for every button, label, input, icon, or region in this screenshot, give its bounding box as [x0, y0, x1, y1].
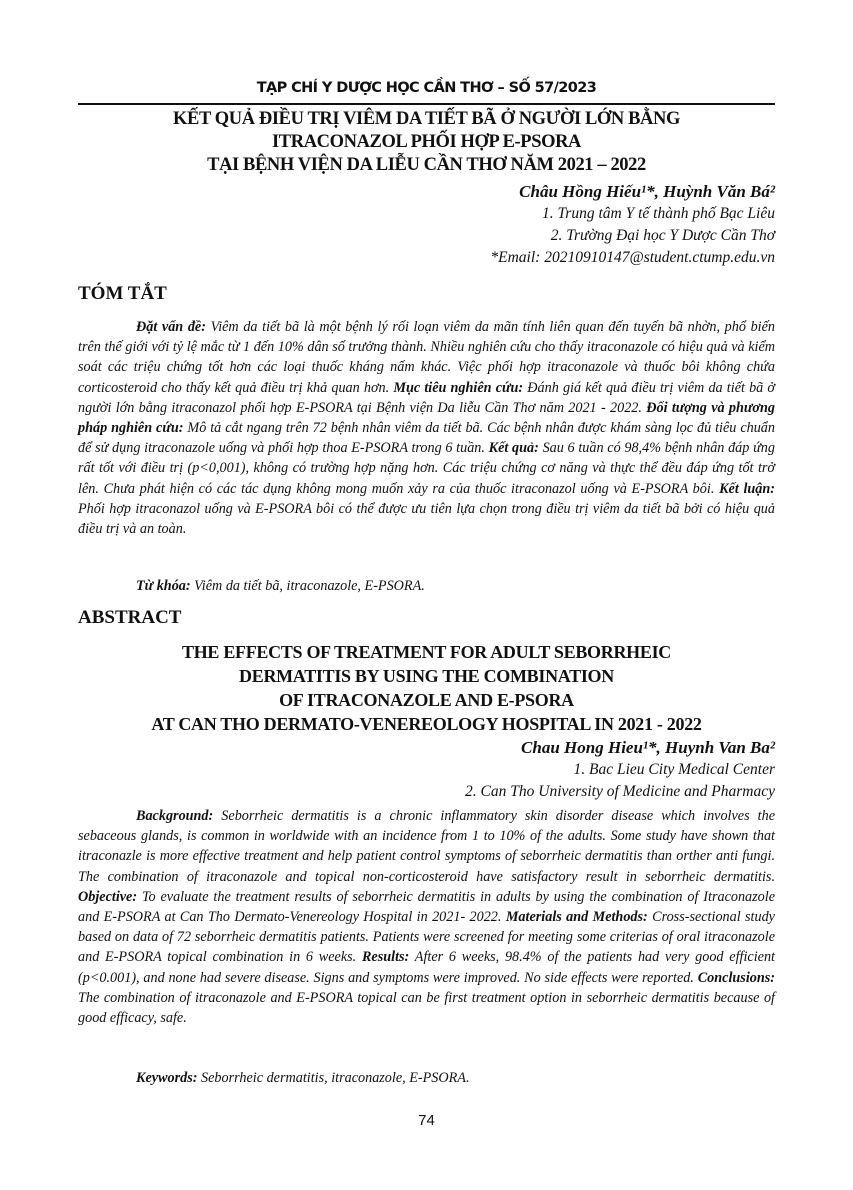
vi-affiliation: 1. Trung tâm Y tế thành phố Bạc Liêu: [542, 205, 775, 222]
en-keywords: [136, 1070, 470, 1087]
vi-authors: Châu Hồng Hiếu¹*, Huỳnh Văn Bá²: [519, 182, 775, 201]
vi-email: *Email: 20210910147@student.ctump.edu.vn: [490, 249, 775, 266]
vi-title-line: ITRACONAZOL PHỐI HỢP E-PSORA: [272, 132, 581, 152]
vi-keywords-label: Từ khóa:: [136, 578, 191, 594]
vi-keywords: [136, 578, 425, 595]
vi-methods-label: Đối tượng và phương pháp nghiên cứu:: [78, 399, 775, 437]
vi-keywords-text: Viêm da tiết bã, itraconazole, E-PSORA.: [190, 578, 425, 594]
en-title-line: AT CAN THO DERMATO-VENEREOLOGY HOSPITAL IN 2021 - 2022: [151, 714, 702, 734]
en-affiliation: 1. Bac Lieu City Medical Center: [573, 761, 775, 778]
vi-title-line: TẠI BỆNH VIỆN DA LIỄU CẦN THƠ NĂM 2021 – 2022: [207, 155, 646, 175]
journal-header: TẠP CHÍ Y DƯỢC HỌC CẦN THƠ – SỐ 57/2023: [256, 80, 597, 96]
page-number: 74: [418, 1112, 435, 1129]
en-keywords-label: Keywords:: [136, 1070, 198, 1086]
header-rule: [78, 103, 775, 105]
vi-methods-text: Mô tả cắt ngang trên 72 bệnh nhân viêm da tiết bã. Các bệnh nhân được khám sàng lọc đủ tiêu chuẩn để sử dụng itraconazole uống và phối hợp thoa E-PSORA trong 6 tuần.: [78, 420, 775, 457]
vi-conclusion-label: Kết luận:: [719, 480, 775, 497]
en-keywords-text: Seborrheic dermatitis, itraconazole, E-PSORA.: [197, 1070, 470, 1086]
en-author-block: [465, 737, 775, 803]
en-background-text: Seborrheic dermatitis is a chronic inflammatory skin disorder disease which involves the sebaceous glands, is common in worldwide with an incidence from 1 to 10% of the adults. Some study have shown that itraconazle is more effective treatment and help patient control symptoms of seborrheic dermatitis than orther anti fungi. The combination of itraconazole and topical non-corticosteroid have satisfactory result in seborrheic dermatitis.: [78, 808, 775, 885]
vi-objective-label: Mục tiêu nghiên cứu:: [393, 379, 524, 396]
en-objective-text: To evaluate the treatment results of seborrheic dermatitis in adults by using the combination of Itraconazole and E-PSORA at Can Tho Dermato-Venereology Hospital in 2021- 2022.: [78, 888, 775, 926]
vi-conclusion-text: Phối hợp itraconazol uống và E-PSORA bôi có thể được ưu tiên lựa chọn trong điều trị viêm da tiết bã bởi có hiệu quả điều trị và an toàn.: [78, 500, 775, 538]
en-results-label: Results:: [361, 949, 410, 966]
en-abstract-paragraph: [78, 806, 775, 1028]
en-conclusion-text: The combination of itraconazole and E-PSORA topical can be first treatment option in seborrheic dermatitis because of good efficacy, safe.: [78, 989, 775, 1027]
vi-summary-paragraph: [78, 317, 775, 539]
vi-section-heading: TÓM TẮT: [78, 283, 167, 304]
en-title-line: THE EFFECTS OF TREATMENT FOR ADULT SEBORRHEIC: [182, 642, 671, 662]
vi-author-block: [490, 181, 775, 269]
en-affiliation: 2. Can Tho University of Medicine and Pharmacy: [465, 783, 775, 800]
en-background-label: Background:: [136, 808, 214, 824]
en-authors: Chau Hong Hieu¹*, Huynh Van Ba²: [521, 738, 775, 757]
vi-results-text: Sau 6 tuần có 98,4% bệnh nhân đáp ứng rất tốt với điều trị (p<0,001), không có trường hợp nặng hơn. Các triệu chứng cơ năng và thực thể đều đáp ứng tốt trở lên. Chưa phát hiện có các tác dụng không mong muốn xảy ra của thuốc itraconazol uống và E-PSORA bôi.: [78, 440, 775, 497]
en-methods-label: Materials and Methods:: [505, 909, 648, 926]
vi-objective-text: Đánh giá kết quả điều trị viêm da tiết bã ở người lớn bằng itraconazol phối hợp E-PSORA tại Bệnh viện Da liễu Cần Thơ năm 2021 - 2022.: [78, 379, 775, 416]
en-title-line: OF ITRACONAZOLE AND E-PSORA: [279, 690, 574, 710]
vi-affiliation: 2. Trường Đại học Y Dược Cần Thơ: [550, 227, 775, 244]
en-conclusion-label: Conclusions:: [697, 969, 775, 986]
en-title: [78, 640, 775, 736]
vi-title-line: KẾT QUẢ ĐIỀU TRỊ VIÊM DA TIẾT BÃ Ở NGƯỜI LỚN BẰNG: [173, 109, 680, 129]
en-section-heading: ABSTRACT: [78, 607, 182, 628]
en-title-line: DERMATITIS BY USING THE COMBINATION: [239, 666, 614, 686]
en-results-text: After 6 weeks, 98.4% of the patients had very good efficient (p<0.001), and none had severe disease. Signs and symptoms were improved. No side effects were reported.: [78, 949, 775, 986]
en-objective-label: Objective:: [78, 888, 138, 905]
vi-results-label: Kết quả:: [488, 440, 539, 457]
en-methods-text: Cross-sectional study based on data of 72 seborrheic dermatitis patients. Patients were screened for meeting some criterias of oral itraconazole and E-PSORA topical combination in 6 weeks.: [78, 909, 775, 966]
vi-background-label: Đặt vấn đề:: [136, 319, 206, 335]
vi-title: [78, 108, 775, 177]
vi-background-text: Viêm da tiết bã là một bệnh lý rối loạn viêm da mãn tính liên quan đến tuyến bã nhờn, phổ biến trên thế giới với tỷ lệ mắc từ 1 đến 10% dân số trưởng thành. Nhiều nghiên cứu cho thấy itraconazole có hiệu quả và kiểm soát các triệu chứng tốt hơn các loại thuốc kháng nấm khác. Việc phối hợp itraconazole và thuốc bôi không chứa corticosteroid cho thấy kết quả điều trị khả quan hơn.: [78, 319, 775, 396]
